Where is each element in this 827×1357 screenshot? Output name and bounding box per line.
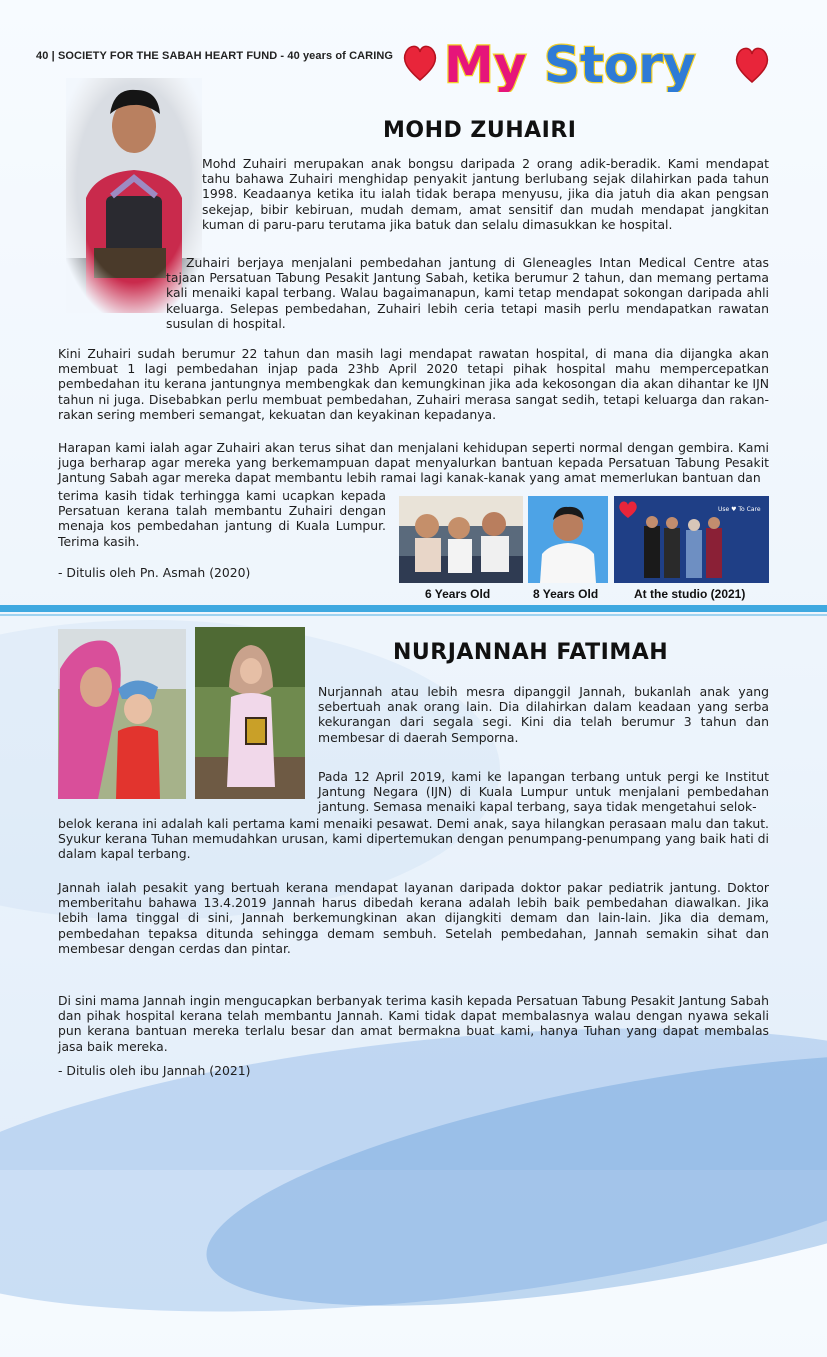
jannah-with-mother-photo <box>58 629 186 799</box>
section-divider <box>0 605 827 612</box>
story1-paragraph: Mohd Zuhairi merupakan anak bongsu daripada 2 orang adik-beradik. Kami mendapat tahu bahawa Zuhairi menghidap penyakit jantung berlubang sejak dilahirkan pada tahun 1998. Keadaanya ketika itu ialah tidak berapa menyusu, jika dia jatuh dia akan pengsan sekejap, bibir kebiruan, mudah demam, amat sensitif dan mudah mendapat jangkitan kuman di paru-paru terutama jika batuk dan selalu dimasukkan ke hospital. <box>202 156 769 232</box>
zuhairi-age8-photo <box>528 496 608 583</box>
banner-word-story: Story <box>544 36 696 92</box>
story1-paragraph: Harapan kami ialah agar Zuhairi akan terus sihat dan menjalani kehidupan seperti normal dengan gembira. Kami juga berharap agar mereka yang berkemampuan dapat menyalurkan bantuan kepada Persatuan Tabung Pesakit Jantung Sabah agar mereka dapat membantu lebih ramai lagi kanak-kanak yang amat memerlukan bantuan dan <box>58 440 769 486</box>
zuhairi-studio-photo <box>614 496 769 583</box>
story2-paragraph: Pada 12 April 2019, kami ke lapangan terbang untuk pergi ke Institut Jantung Negara (IJN) di Kuala Lumpur untuk menjalani pembedahan jantung. Semasa menaiki kapal terbang, saya tidak mengetahui selok- <box>318 769 769 815</box>
running-header <box>36 50 393 62</box>
zuhairi-age6-photo <box>399 496 523 583</box>
caption-6-years-old: 6 Years Old <box>425 587 491 601</box>
page-number: 40 <box>36 50 49 62</box>
caption-at-the-studio: At the studio (2021) <box>634 587 746 601</box>
story2-paragraph: Di sini mama Jannah ingin mengucapkan berbanyak terima kasih kepada Persatuan Tabung Pesakit Jantung Sabah dan pihak hospital kerana telah membantu Jannah. Kami tidak dapat membalasnya walau dengan nyawa sekali pun kerana bantuan mereka terlalu besar dan amat bermakna buat kami, hanya Tuhan yang dapat membalas jasa baik mereka. <box>58 993 769 1054</box>
banner-word-my: My <box>444 36 527 92</box>
section-divider-thin <box>0 614 827 616</box>
story1-title: MOHD ZUHAIRI <box>383 118 577 143</box>
heart-icon <box>405 46 436 80</box>
my-story-banner <box>402 30 772 92</box>
background-swoosh <box>189 1003 827 1356</box>
my-story-logo <box>402 30 772 92</box>
studio-banner-text: Use ♥ To Care <box>718 506 761 513</box>
caption-8-years-old: 8 Years Old <box>533 587 599 601</box>
header-separator: | <box>51 50 55 62</box>
story1-paragraph: terima kasih tidak terhingga kami ucapkan kepada Persatuan kerana talah membantu Zuhairi dengan menaja kos pembedahan jantung di Kuala Lumpur. Terima kasih. <box>58 488 386 549</box>
story2-signoff: - Ditulis oleh ibu Jannah (2021) <box>58 1063 251 1078</box>
running-title: SOCIETY FOR THE SABAH HEART FUND - 40 years of CARING <box>57 50 394 62</box>
story2-paragraph: Jannah ialah pesakit yang bertuah kerana mendapat layanan daripada doktor pakar pediatrik jantung. Doktor memberitahu bahawa 13.4.2019 Jannah harus dibedah kerana adalah lebih baik pembedahan diawalkan. Jika lebih lama tinggal di sini, Jannah berkemungkinan akan dijangkiti demam dan lain-lain. Jika dia demam, pembedahan tepaksa ditunda sehingga demam sembuh. Setelah pembedahan, Jannah semakin sihat dan membesar dengan cerdas dan pintar. <box>58 880 769 956</box>
story1-paragraph: Zuhairi berjaya menjalani pembedahan jantung di Gleneagles Intan Medical Centre atas tajaan Persatuan Tabung Pesakit Jantung Sabah, ketika berumur 2 tahun, dan memang pertama kali menaiki kapal terbang. Walau bagaimanapun, kami tetap mendapat sokongan daripada ahli keluarga. Selepas pembedahan, Zuhairi lebih ceria tetapi masih perlu mendapatkan rawatan susulan di hospital. <box>166 255 769 331</box>
heart-icon <box>737 48 768 82</box>
story2-paragraph: Nurjannah atau lebih mesra dipanggil Jannah, bukanlah anak yang sebertuah anak orang lain. Dia dilahirkan dalam keadaan yang serba kekurangan dari segala segi. Kini dia telah berumur 3 tahun dan membesar di daerah Semporna. <box>318 684 769 745</box>
story1-signoff: - Ditulis oleh Pn. Asmah (2020) <box>58 565 251 580</box>
story2-paragraph: belok kerana ini adalah kali pertama kami menaiki pesawat. Demi anak, saya hilangkan perasaan malu dan takut. Syukur kerana Tuhan memudahkan urusan, kami dipertemukan dengan penumpang-penumpang yang baik hati di dalam kapal terbang. <box>58 816 769 862</box>
story2-title: NURJANNAH FATIMAH <box>393 640 669 665</box>
jannah-holding-book-photo <box>195 627 305 799</box>
story1-paragraph: Kini Zuhairi sudah berumur 22 tahun dan masih lagi mendapat rawatan hospital, di mana dia dijangka akan membuat 1 lagi pembedahan injap pada 23hb April 2020 tetapi pihak hospital mahu mempercepatkan pembedahan itu kerana jantungnya membengkak dan kemungkinan jika ada kekosongan dia akan dihantar ke IJN tahun ni juga. Disebabkan perlu membuat pembedahan, Zuhairi merasa sangat sedih, tetapi keluarga dan rakan-rakan sering memberi semangat, kekuatan dan keyakinan kepadanya. <box>58 346 769 422</box>
